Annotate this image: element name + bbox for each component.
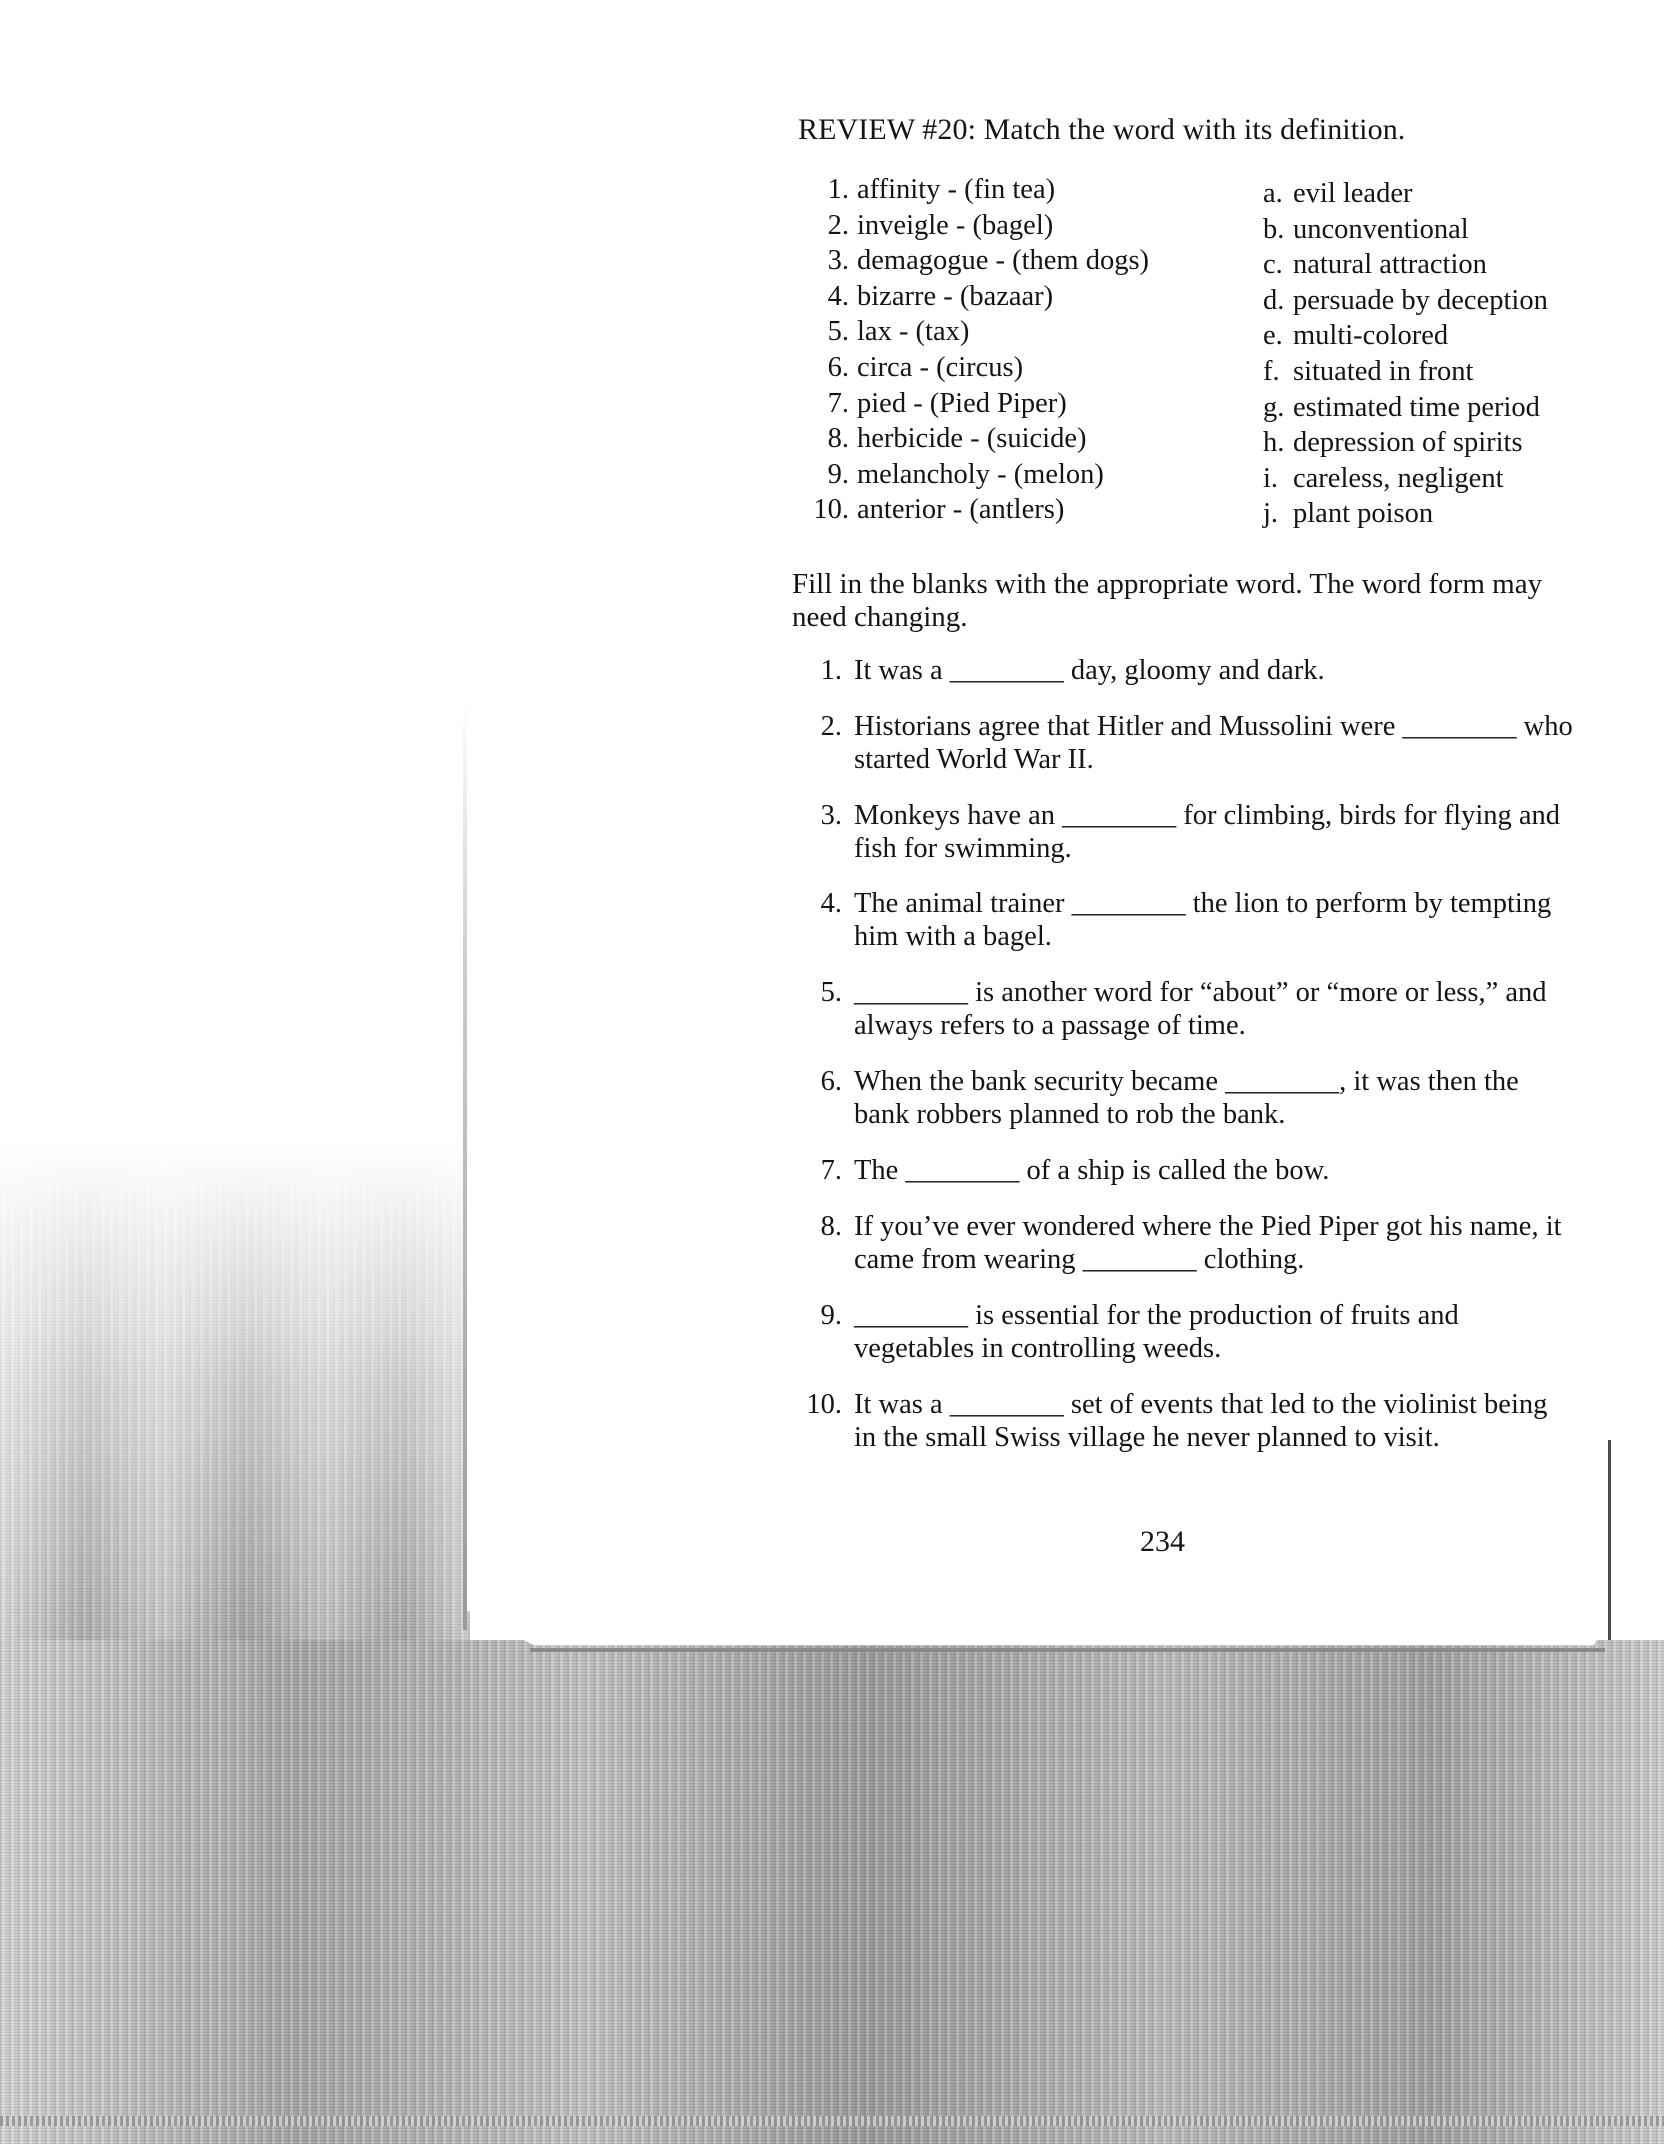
definition-text: careless, negligent <box>1293 462 1504 494</box>
item-number: 10. <box>806 1389 842 1420</box>
sentence-text: Monkeys have an ________ for climbing, birds for flying and fish for swimming. <box>854 800 1561 864</box>
fill-in-item <box>786 1299 1586 1365</box>
sentence-text: When the bank security became ________, it was then the bank robbers planned to rob the bank. <box>854 1066 1519 1130</box>
item-number: 8. <box>827 423 849 455</box>
definition-item <box>1263 248 1548 284</box>
definition-item <box>1263 213 1548 249</box>
word-text: affinity - (fin tea) <box>857 174 1056 205</box>
definition-letter: g. <box>1263 391 1285 423</box>
definition-item <box>1263 355 1548 391</box>
item-number: 7. <box>820 1155 842 1186</box>
word-text: circa - (circus) <box>857 351 1024 383</box>
definition-letter: e. <box>1263 320 1283 352</box>
definition-text: evil leader <box>1293 178 1413 209</box>
item-number: 9. <box>827 458 849 490</box>
item-number: 5. <box>820 977 842 1008</box>
word-item <box>799 422 1149 458</box>
definition-text: depression of spirits <box>1293 427 1523 459</box>
definition-letter: d. <box>1263 284 1285 316</box>
definition-letter: c. <box>1263 249 1283 281</box>
fill-in-item <box>786 1388 1586 1454</box>
scan-edge-line <box>0 2116 1664 2126</box>
sentence-text: ________ is essential for the production of fruits and vegetables in controlling weeds. <box>854 1300 1459 1364</box>
fill-in-item <box>786 710 1586 776</box>
page-number: 234 <box>1140 1525 1185 1558</box>
fill-in-item <box>786 1065 1586 1131</box>
sentence-text: It was a ________ set of events that led to the violinist being in the small Swiss village he never planned to visit. <box>854 1389 1548 1453</box>
fill-in-item <box>786 799 1586 865</box>
item-number: 5. <box>827 316 849 348</box>
definition-text: unconventional <box>1293 213 1469 245</box>
definition-text: situated in front <box>1293 355 1474 387</box>
sentence-text: ________ is another word for “about” or “more or less,” and always refers to a passage of time. <box>854 977 1547 1041</box>
fill-in-list <box>786 654 1586 1477</box>
definition-text: plant poison <box>1293 498 1434 530</box>
item-number: 3. <box>827 245 849 277</box>
fill-in-item <box>786 887 1586 953</box>
definition-letter: b. <box>1263 213 1285 245</box>
review-title: REVIEW #20: Match the word with its definition. <box>798 113 1406 146</box>
item-number: 7. <box>827 387 849 419</box>
definition-text: natural attraction <box>1293 249 1487 281</box>
definition-letter: a. <box>1263 178 1283 209</box>
paper-edge-right <box>1608 1440 1611 1640</box>
definition-item <box>1263 462 1548 498</box>
word-item <box>799 315 1149 351</box>
word-text: bizarre - (bazaar) <box>857 280 1054 312</box>
definition-text: estimated time period <box>1293 391 1540 423</box>
word-item <box>799 280 1149 316</box>
fill-in-item <box>786 976 1586 1042</box>
fill-in-item <box>786 654 1586 687</box>
item-number: 2. <box>820 711 842 742</box>
word-item <box>799 458 1149 494</box>
item-number: 4. <box>820 888 842 919</box>
item-number: 2. <box>827 209 849 241</box>
word-item <box>799 351 1149 387</box>
photocopy-shadow-bottom <box>0 1640 1664 2144</box>
word-item <box>799 493 1149 529</box>
item-number: 1. <box>827 174 849 205</box>
definition-text: persuade by deception <box>1293 284 1548 316</box>
item-number: 4. <box>827 280 849 312</box>
word-list <box>799 173 1149 529</box>
word-text: melancholy - (melon) <box>857 458 1104 490</box>
paper-edge-bottom <box>530 1648 1605 1652</box>
word-text: anterior - (antlers) <box>857 494 1065 526</box>
fill-in-item <box>786 1154 1586 1187</box>
word-item <box>799 244 1149 280</box>
sentence-text: If you’ve ever wondered where the Pied Piper got his name, it came from wearing ________ clothing. <box>854 1211 1562 1275</box>
word-text: lax - (tax) <box>857 316 970 348</box>
definition-letter: h. <box>1263 427 1285 459</box>
item-number: 1. <box>820 655 842 686</box>
definition-letter: f. <box>1263 355 1280 387</box>
item-number: 9. <box>820 1300 842 1331</box>
word-item <box>799 173 1149 209</box>
word-text: pied - (Pied Piper) <box>857 387 1067 419</box>
item-number: 3. <box>820 800 842 831</box>
word-item <box>799 209 1149 245</box>
sentence-text: Historians agree that Hitler and Mussolini were ________ who started World War II. <box>854 711 1573 775</box>
sentence-text: It was a ________ day, gloomy and dark. <box>854 655 1325 686</box>
definition-item <box>1263 284 1548 320</box>
word-text: demagogue - (them dogs) <box>857 245 1150 277</box>
word-text: herbicide - (suicide) <box>857 423 1087 455</box>
definition-item <box>1263 177 1548 213</box>
word-item <box>799 387 1149 423</box>
fill-in-instructions: Fill in the blanks with the appropriate word. The word form may need changing. <box>792 568 1543 633</box>
sentence-text: The ________ of a ship is called the bow. <box>854 1155 1330 1186</box>
definition-item <box>1263 391 1548 427</box>
definition-letter: j. <box>1263 498 1279 530</box>
definition-list <box>1263 177 1548 533</box>
definition-text: multi-colored <box>1293 320 1449 352</box>
item-number: 10. <box>813 494 849 526</box>
item-number: 8. <box>820 1211 842 1242</box>
item-number: 6. <box>827 351 849 383</box>
definition-item <box>1263 497 1548 533</box>
definition-letter: i. <box>1263 462 1279 494</box>
fill-in-item <box>786 1210 1586 1276</box>
definition-item <box>1263 319 1548 355</box>
word-text: inveigle - (bagel) <box>857 209 1054 241</box>
sentence-text: The animal trainer ________ the lion to perform by tempting him with a bagel. <box>854 888 1552 952</box>
item-number: 6. <box>820 1066 842 1097</box>
paper-edge-left <box>463 700 467 1630</box>
definition-item <box>1263 426 1548 462</box>
